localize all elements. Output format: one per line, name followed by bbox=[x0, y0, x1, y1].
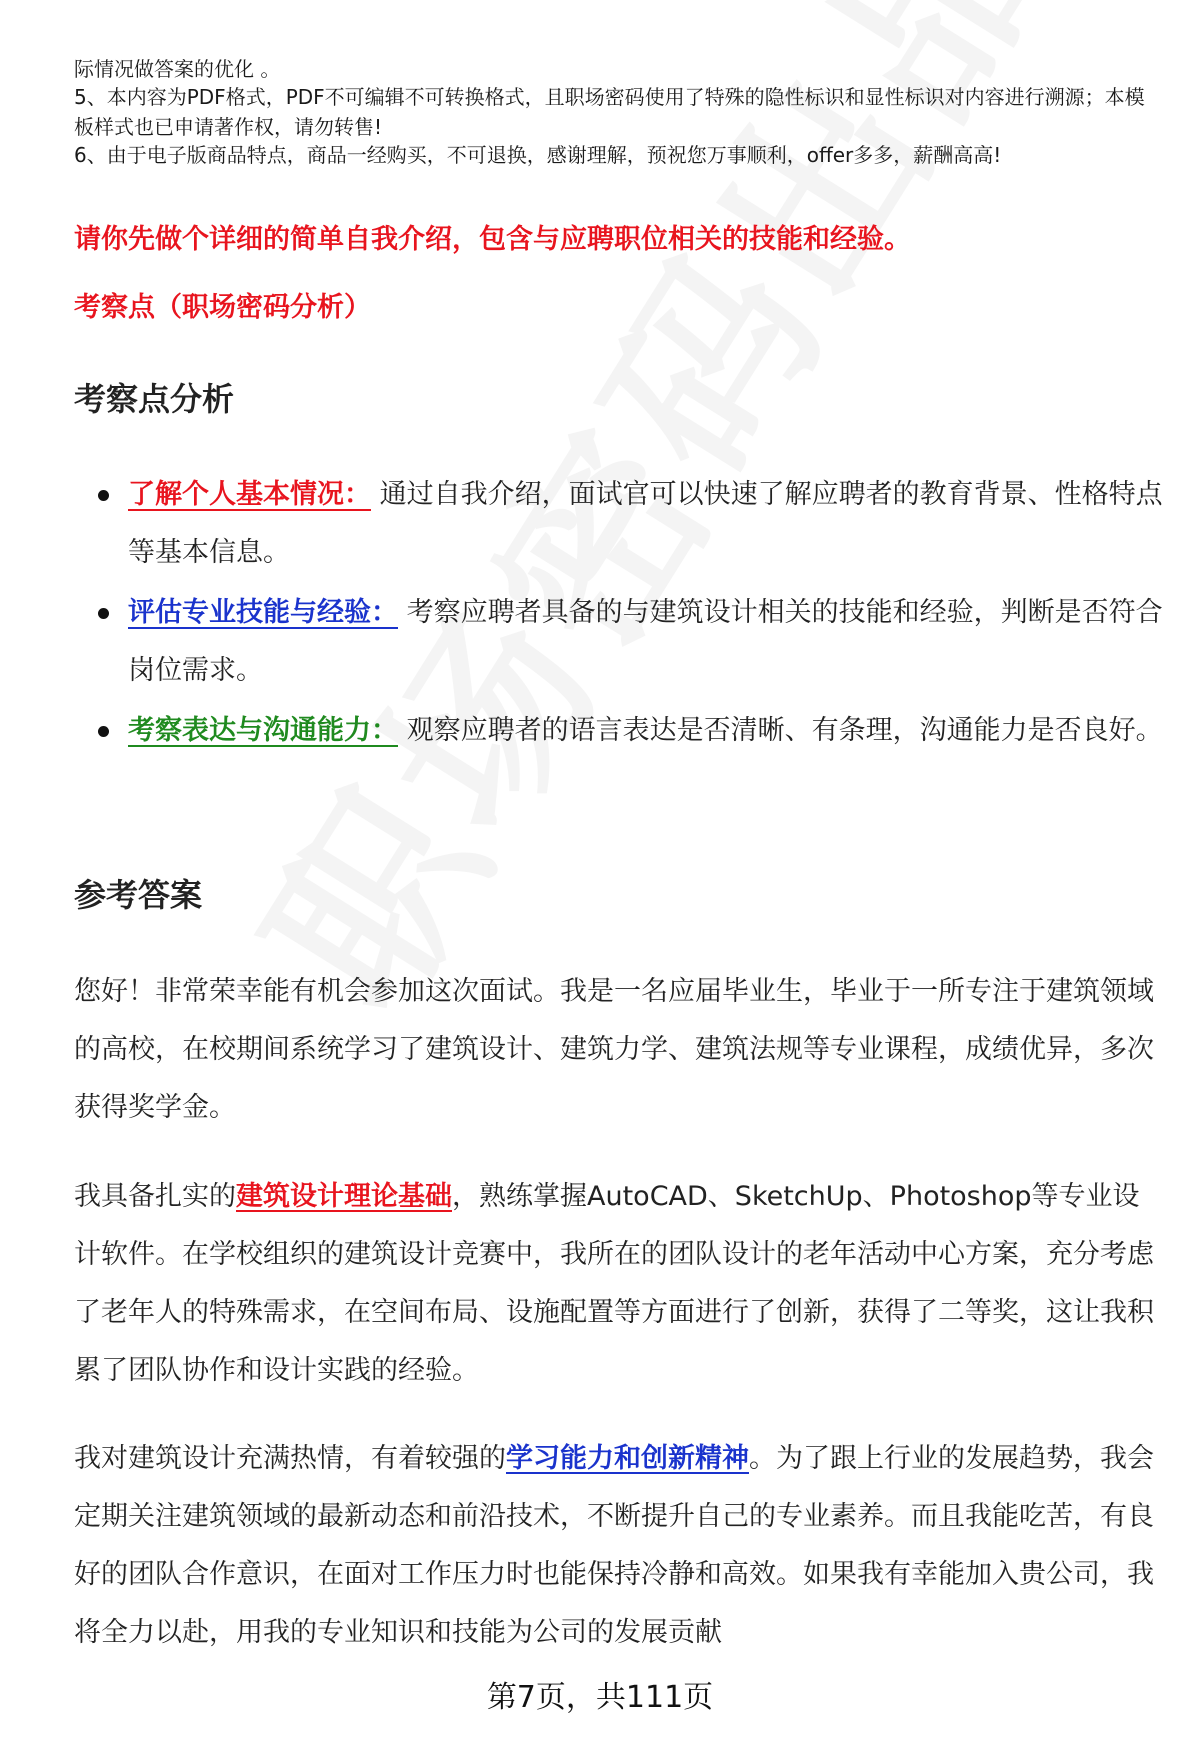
highlight-learning-innovation: 学习能力和创新精神 bbox=[506, 1443, 749, 1474]
analysis-term: 评估专业技能与经验： bbox=[128, 597, 398, 628]
bullet-dot bbox=[98, 490, 109, 501]
paragraph-text: 。为了跟上行业的发展趋势，我会定期关注建筑领域的最新动态和前沿技术，不断提升自己的专业素养。而且我能吃苦，有良好的团队合作意识，在面对工作压力时也能保持冷静和高效。如果我有幸能加入贵公司，我将全力以赴，用我的专业知识和技能为公司的发展贡献 bbox=[74, 1443, 1154, 1648]
page-number: 第7页，共111页 bbox=[486, 1680, 714, 1715]
analysis-term: 考察表达与沟通能力： bbox=[128, 715, 398, 746]
note-line-1: 际情况做答案的优化 。 bbox=[74, 57, 281, 81]
analysis-text: 通过自我介绍，面试官可以快速了解应聘者的教育背景、性格特点等基本信息。 bbox=[128, 479, 1163, 568]
analysis-text: 考察应聘者具备的与建筑设计相关的技能和经验，判断是否符合岗位需求。 bbox=[128, 597, 1163, 686]
answer-title: 参考答案 bbox=[74, 876, 203, 914]
analysis-term: 了解个人基本情况： bbox=[128, 479, 371, 510]
interview-question: 请你先做个详细的简单自我介绍，包含与应聘职位相关的技能和经验。 bbox=[74, 224, 911, 255]
highlight-design-theory: 建筑设计理论基础 bbox=[236, 1181, 452, 1212]
answer-paragraph-3 bbox=[74, 1430, 1164, 1662]
exam-point-heading: 考察点（职场密码分析） bbox=[74, 292, 371, 323]
answer-paragraph-2 bbox=[74, 1168, 1164, 1400]
note-line-2: 5、本内容为PDF格式，PDF不可编辑不可转换格式，且职场密码使用了特殊的隐性标识和显性标识对内容进行溯源；本模板样式也已申请著作权，请勿转售! bbox=[74, 85, 1145, 139]
list-item bbox=[74, 466, 1164, 582]
paragraph-text: 我具备扎实的 bbox=[74, 1181, 236, 1212]
answer-paragraph-1: 您好！非常荣幸能有机会参加这次面试。我是一名应届毕业生，毕业于一所专注于建筑领域的高校，在校期间系统学习了建筑设计、建筑力学、建筑法规等专业课程，成绩优异，多次获得奖学金。 bbox=[74, 976, 1154, 1123]
analysis-title: 考察点分析 bbox=[74, 380, 235, 418]
bullet-dot bbox=[98, 608, 109, 619]
list-item bbox=[74, 702, 1164, 760]
bullet-dot bbox=[98, 726, 109, 737]
note-line-3: 6、由于电子版商品特点，商品一经购买，不可退换，感谢理解，预祝您万事顺利，offer多多，薪酬高高! bbox=[74, 143, 1002, 167]
analysis-text: 观察应聘者的语言表达是否清晰、有条理，沟通能力是否良好。 bbox=[406, 715, 1163, 746]
paragraph-text: 我对建筑设计充满热情，有着较强的 bbox=[74, 1443, 506, 1474]
analysis-list bbox=[74, 466, 1164, 762]
list-item bbox=[74, 584, 1164, 700]
paragraph-text: ，熟练掌握AutoCAD、SketchUp、Photoshop等专业设计软件。在学校组织的建筑设计竞赛中，我所在的团队设计的老年活动中心方案，充分考虑了老年人的特殊需求，在空间布局、设施配置等方面进行了创新，获得了二等奖，这让我积累了团队协作和设计实践的经验。 bbox=[74, 1181, 1154, 1386]
